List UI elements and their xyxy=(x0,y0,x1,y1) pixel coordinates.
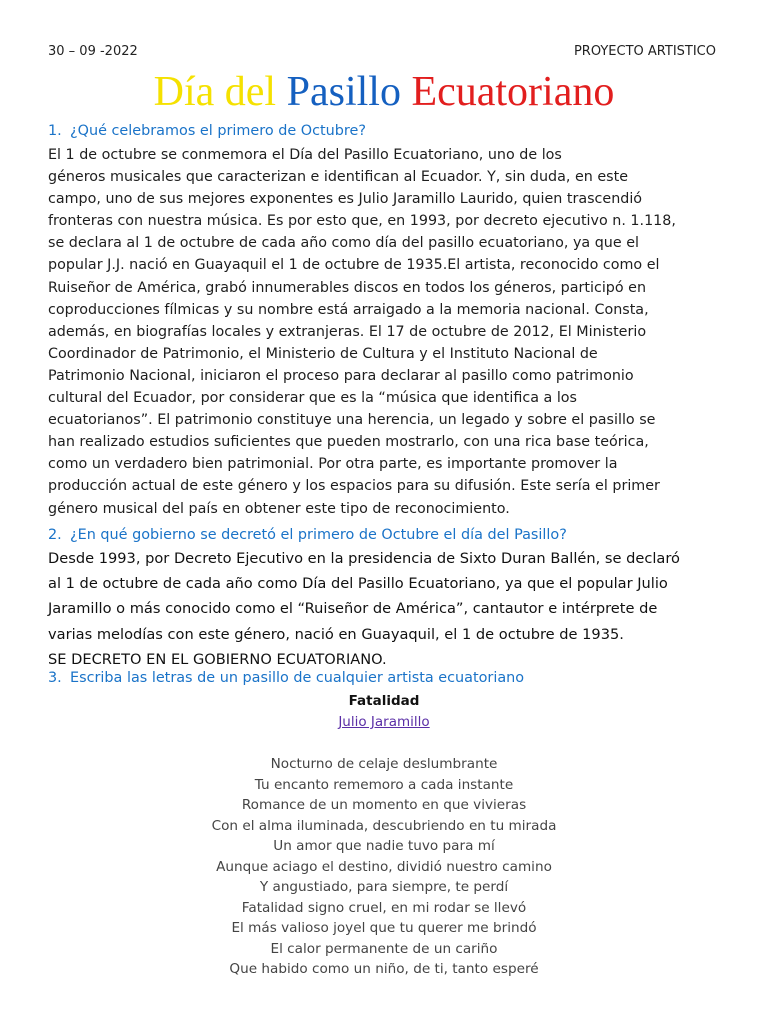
song-lyrics xyxy=(0,754,768,980)
answer-1-line: se declara al 1 de octubre de cada año como día del pasillo ecuatoriano, ya que el xyxy=(48,235,639,252)
answer-1-line: Coordinador de Patrimonio, el Ministerio de Cultura y el Instituto Nacional de xyxy=(48,345,598,362)
lyric-line: Fatalidad signo cruel, en mi rodar se llevó xyxy=(241,899,527,916)
question-2-number: 2. xyxy=(48,527,62,543)
page-header xyxy=(48,44,716,62)
question-1-text: ¿Qué celebramos el primero de Octubre? xyxy=(70,123,367,139)
answer-1-line: además, en biografías locales y extranjeras. El 17 de octubre de 2012, El Ministerio xyxy=(48,323,647,340)
question-1 xyxy=(48,121,738,141)
answer-1-line: Patrimonio Nacional, iniciaron el proceso para declarar al pasillo como patrimonio xyxy=(48,367,634,384)
lyric-line: Romance de un momento en que vivieras xyxy=(241,797,527,813)
lyric-line: Y angustiado, para siempre, te perdí xyxy=(259,879,509,895)
project-label: PROYECTO ARTISTICO xyxy=(573,44,716,59)
answer-1-line: han realizado estudios suficientes que pueden mostrarlo, con una rica base teórica, xyxy=(48,434,649,451)
question-2-text: ¿En qué gobierno se decretó el primero de Octubre el día del Pasillo? xyxy=(70,527,567,543)
title-part-dia-del: Día del xyxy=(153,69,277,115)
answer-1-line: coproducciones fílmicas y su nombre está arraigado a la memoria nacional. Consta, xyxy=(48,301,649,318)
lyric-line: El calor permanente de un cariño xyxy=(270,940,498,957)
title-part-ecuatoriano: Ecuatoriano xyxy=(411,69,615,115)
answer-2-line: Desde 1993, por Decreto Ejecutivo en la presidencia de Sixto Duran Ballén, se declaró xyxy=(48,550,680,567)
answer-1-line: Ruiseñor de América, grabó innumerables discos en todos los géneros, participó en xyxy=(48,279,647,296)
lyric-line: Tu encanto rememoro a cada instante xyxy=(254,776,514,793)
lyric-line: Con el alma iluminada, descubriendo en tu mirada xyxy=(211,817,557,834)
answer-2-line: varias melodías con este género, nació en Guayaquil, el 1 de octubre de 1935. xyxy=(48,625,624,643)
date-text: 30 – 09 -2022 xyxy=(48,44,138,59)
question-3-number: 3. xyxy=(48,670,62,686)
lyric-line: Aunque aciago el destino, dividió nuestro camino xyxy=(216,858,552,875)
answer-1-line: ecuatorianos”. El patrimonio constituye una herencia, un legado y sobre el pasillo se xyxy=(48,412,656,429)
answer-1-line: cultural del Ecuador, por considerar que es la “música que identifica a los xyxy=(48,390,578,407)
answer-1-line: campo, uno de sus mejores exponentes es Julio Jaramillo Laurido, quien trascendió xyxy=(48,191,643,208)
lyric-line: Un amor que nadie tuvo para mí xyxy=(273,838,495,854)
lyric-line: Nocturno de celaje deslumbrante xyxy=(270,756,498,772)
page-title xyxy=(0,66,768,118)
answer-2-line: Jaramillo o más conocido como el “Ruiseñor de América”, cantautor e intérprete de xyxy=(48,600,658,618)
answer-1-line: géneros musicales que caracterizan e identifican al Ecuador. Y, sin duda, en este xyxy=(48,169,629,186)
answer-2-line: al 1 de octubre de cada año como Día del Pasillo Ecuatoriano, ya que el popular Julio xyxy=(48,575,668,593)
answer-2-line: SE DECRETO EN EL GOBIERNO ECUATORIANO. xyxy=(48,650,387,668)
answer-1-line: fronteras con nuestra música. Es por esto que, en 1993, por decreto ejecutivo n. 1.118, xyxy=(48,213,676,230)
lyric-line: El más valioso joyel que tu querer me brindó xyxy=(231,920,537,936)
answer-2-paragraph xyxy=(48,546,738,672)
answer-1-paragraph xyxy=(48,144,728,520)
question-3-text: Escriba las letras de un pasillo de cualquier artista ecuatoriano xyxy=(70,670,525,686)
song-title: Fatalidad xyxy=(348,693,420,709)
answer-1-line: popular J.J. nació en Guayaquil el 1 de octubre de 1935.El artista, reconocido como el xyxy=(48,257,660,274)
answer-1-line: como un verdadero bien patrimonial. Por otra parte, es importante promover la xyxy=(48,456,618,473)
answer-1-line: El 1 de octubre se conmemora el Día del Pasillo Ecuatoriano, uno de los xyxy=(48,147,562,163)
question-2 xyxy=(48,525,738,545)
song-author xyxy=(0,714,768,730)
answer-1-line: producción actual de este género y los espacios para su difusión. Este sería el primer xyxy=(48,478,660,495)
title-part-pasillo: Pasillo xyxy=(286,69,401,115)
question-3 xyxy=(48,668,738,688)
question-1-number: 1. xyxy=(48,123,62,139)
answer-1-line: género musical del país en obtener este tipo de reconocimiento. xyxy=(48,500,510,517)
lyric-line: Que habido como un niño, de ti, tanto esperé xyxy=(229,961,539,977)
song-author-link[interactable]: Julio Jaramillo xyxy=(338,714,430,730)
